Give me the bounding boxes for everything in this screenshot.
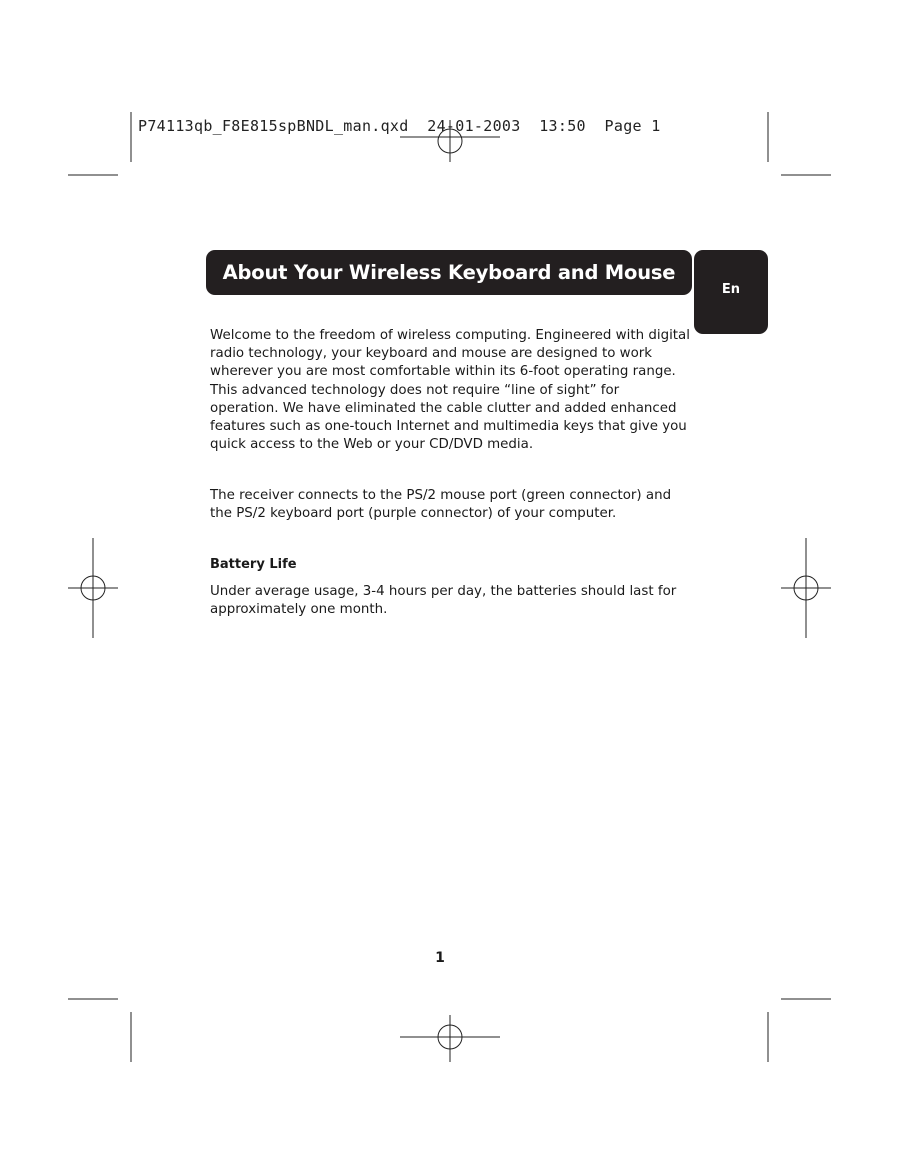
receiver-paragraph: The receiver connects to the PS/2 mouse port (green connector) and the PS/2 keyboard port (purple connector) of your computer. (210, 488, 672, 522)
page-number: 1 (435, 950, 445, 966)
registration-mark-bottom (400, 1015, 500, 1062)
registration-mark-left (68, 538, 118, 638)
battery-life-paragraph: Under average usage, 3-4 hours per day, the batteries should last for approximately one month. (210, 584, 677, 618)
section-title-bar (206, 250, 692, 295)
language-tab (694, 250, 768, 334)
intro-paragraph: Welcome to the freedom of wireless computing. Engineered with digital radio technology, your keyboard and mouse are designed to work wherever you are most comfortable within its 6-foot operating range. This advanced technology does not require “line of sight” for operation. We have eliminated the cable clutter and added enhanced features such as one-touch Internet and multimedia keys that give you quick access to the Web or your CD/DVD media. (210, 328, 690, 453)
battery-life-heading: Battery Life (210, 557, 297, 572)
registration-mark-right (781, 538, 831, 638)
file-slug-line: P74113qb_F8E815spBNDL_man.qxd 24-01-2003 13:50 Page 1 (138, 117, 661, 135)
page-title: About Your Wireless Keyboard and Mouse (222, 261, 676, 284)
language-tab-label: En (721, 282, 741, 297)
